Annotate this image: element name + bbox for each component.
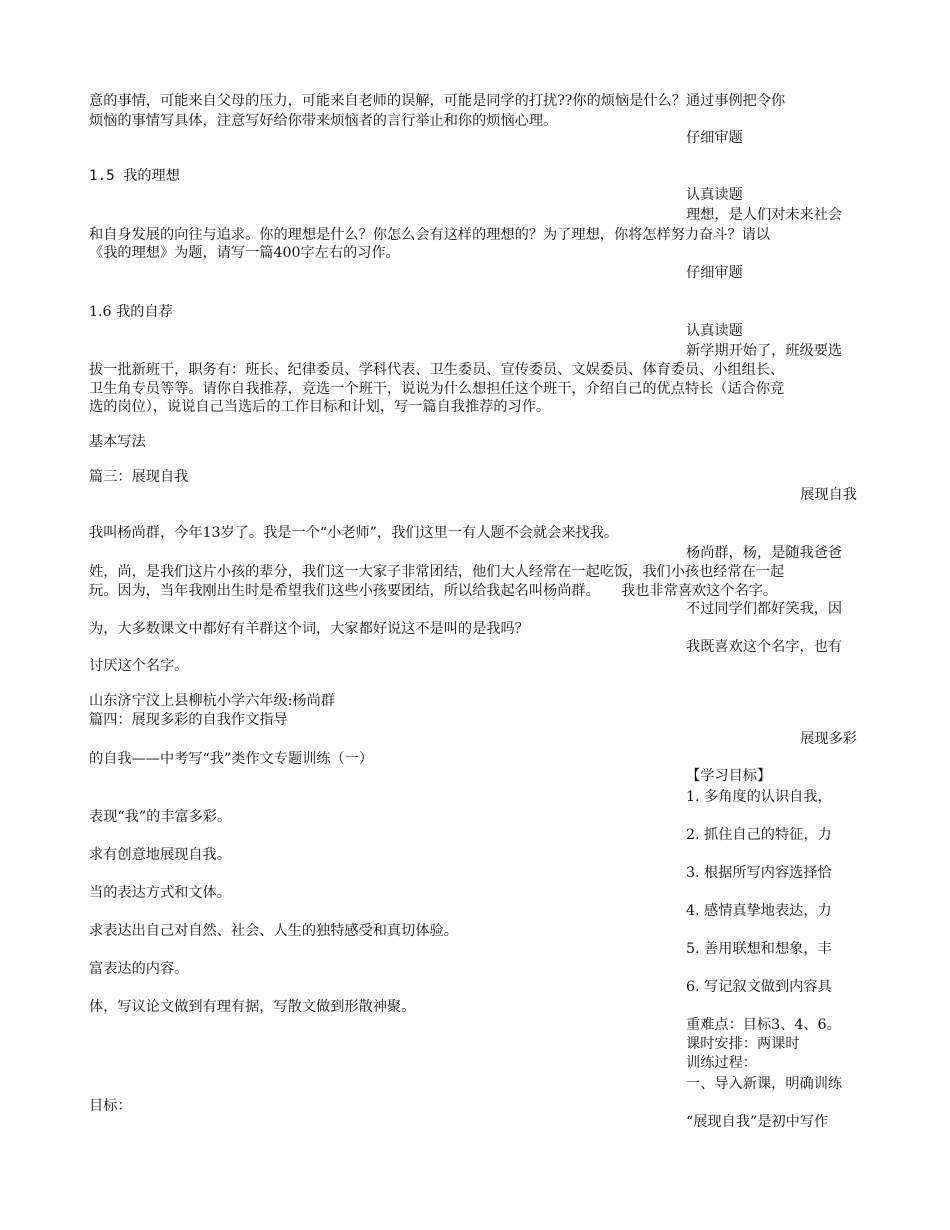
goal-item: 3. 根据所写内容选择恰 (686, 865, 832, 881)
paragraph-line: 玩。因为，当年我刚出生时是希望我们这些小孩要团结，所以给我起名叫杨尚群。 我也非常喜欢这个名字。 (89, 583, 778, 599)
goal-item: 表现“我”的丰富多彩。 (89, 809, 232, 825)
section-heading: 基本写法 (89, 434, 146, 450)
paragraph-line: 我既喜欢这个名字，也有 (686, 639, 843, 655)
read-note: 认真读题 (686, 323, 743, 339)
paragraph-line: “展现自我”是初中写作 (686, 1114, 829, 1130)
paragraph-line: 和自身发展的向往与追求。你的理想是什么？你怎么会有这样的理想的？为了理想，你将怎样努力奋斗？请以 (89, 227, 771, 243)
paragraph-line: 卫生角专员等等。请你自我推荐，竞选一个班干，说说为什么想担任这个班干，介绍自己的优点特长（适合你竞 (89, 381, 785, 397)
goal-item: 6. 写记叙文做到内容具 (686, 979, 832, 995)
key-points: 重难点：目标3、4、6。 (686, 1017, 841, 1033)
paragraph-line: 理想，是人们对未来社会 (686, 207, 843, 223)
paragraph-line: 新学期开始了，班级要选 (686, 343, 843, 359)
goal-item: 求表达出自己对自然、社会、人生的独特感受和真切体验。 (89, 923, 458, 939)
step-heading-cont: 目标： (89, 1098, 132, 1114)
paragraph-line: 为，大多数课文中都好有羊群这个词，大家都好说这不是叫的是我吗？ (89, 621, 529, 637)
review-note: 仔细审题 (686, 265, 743, 281)
chapter-subtitle: 的自我——中考写“我”类作文专题训练（一） (89, 751, 374, 767)
paragraph-line: 不过同学们都好笑我，因 (686, 601, 843, 617)
paragraph-line: 杨尚群，杨，是随我爸爸 (686, 545, 843, 561)
goal-item: 2. 抓住自己的特征，力 (686, 827, 832, 843)
paragraph-line: 姓，尚，是我们这片小孩的辈分，我们这一大家子非常团结，他们大人经常在一起吃饭，我们小孩也经常在一起 (89, 564, 785, 580)
goal-item: 当的表达方式和文体。 (89, 885, 231, 901)
process-heading: 训练过程： (686, 1055, 757, 1071)
paragraph-line: 烦恼的事情写具体，注意写好给你带来烦恼者的言行举止和你的烦恼心理。 (89, 113, 558, 129)
section-heading: 1.6 我的自荐 (89, 304, 173, 320)
goals-heading: 【学习目标】 (686, 768, 772, 784)
chapter-title: 展现多彩 (800, 731, 857, 747)
chapter-label: 篇三：展现自我 (89, 469, 189, 485)
paragraph-line: 拔一批新班干，职务有：班长、纪律委员、学科代表、卫生委员、宣传委员、文娱委员、体育委员、小组组长、 (89, 362, 785, 378)
step-heading: 一、导入新课，明确训练 (686, 1076, 843, 1092)
goal-item: 富表达的内容。 (89, 961, 189, 977)
paragraph-line: 选的岗位），说说自己当选后的工作目标和计划，写一篇自我推荐的习作。 (89, 399, 551, 415)
paragraph-line: 讨厌这个名字。 (89, 658, 189, 674)
goal-item: 5. 善用联想和想象，丰 (686, 941, 832, 957)
goal-item: 求有创意地展现自我。 (89, 847, 231, 863)
chapter-label: 篇四：展现多彩的自我作文指导 (89, 712, 288, 728)
chapter-title: 展现自我 (800, 487, 857, 503)
review-note: 仔细审题 (686, 130, 743, 146)
paragraph-line: 意的事情，可能来自父母的压力，可能来自老师的误解，可能是同学的打扰??你的烦恼是什么？通过事例把令你 (89, 93, 786, 109)
section-heading: 1.5 我的理想 (89, 168, 180, 184)
paragraph-line: 我叫杨尚群，今年13岁了。我是一个“小老师”，我们这里一有人题不会就会来找我。 (89, 525, 619, 541)
goal-item: 体，写议论文做到有理有据，写散文做到形散神聚。 (89, 999, 416, 1015)
author-line: 山东济宁汶上县柳杭小学六年级:杨尚群 (89, 693, 335, 709)
schedule: 课时安排：两课时 (686, 1036, 800, 1052)
read-note: 认真读题 (686, 187, 743, 203)
goal-item: 1. 多角度的认识自我， (686, 789, 832, 805)
goal-item: 4. 感情真挚地表达，力 (686, 903, 832, 919)
paragraph-line: 《我的理想》为题，请写一篇400字左右的习作。 (89, 245, 400, 261)
